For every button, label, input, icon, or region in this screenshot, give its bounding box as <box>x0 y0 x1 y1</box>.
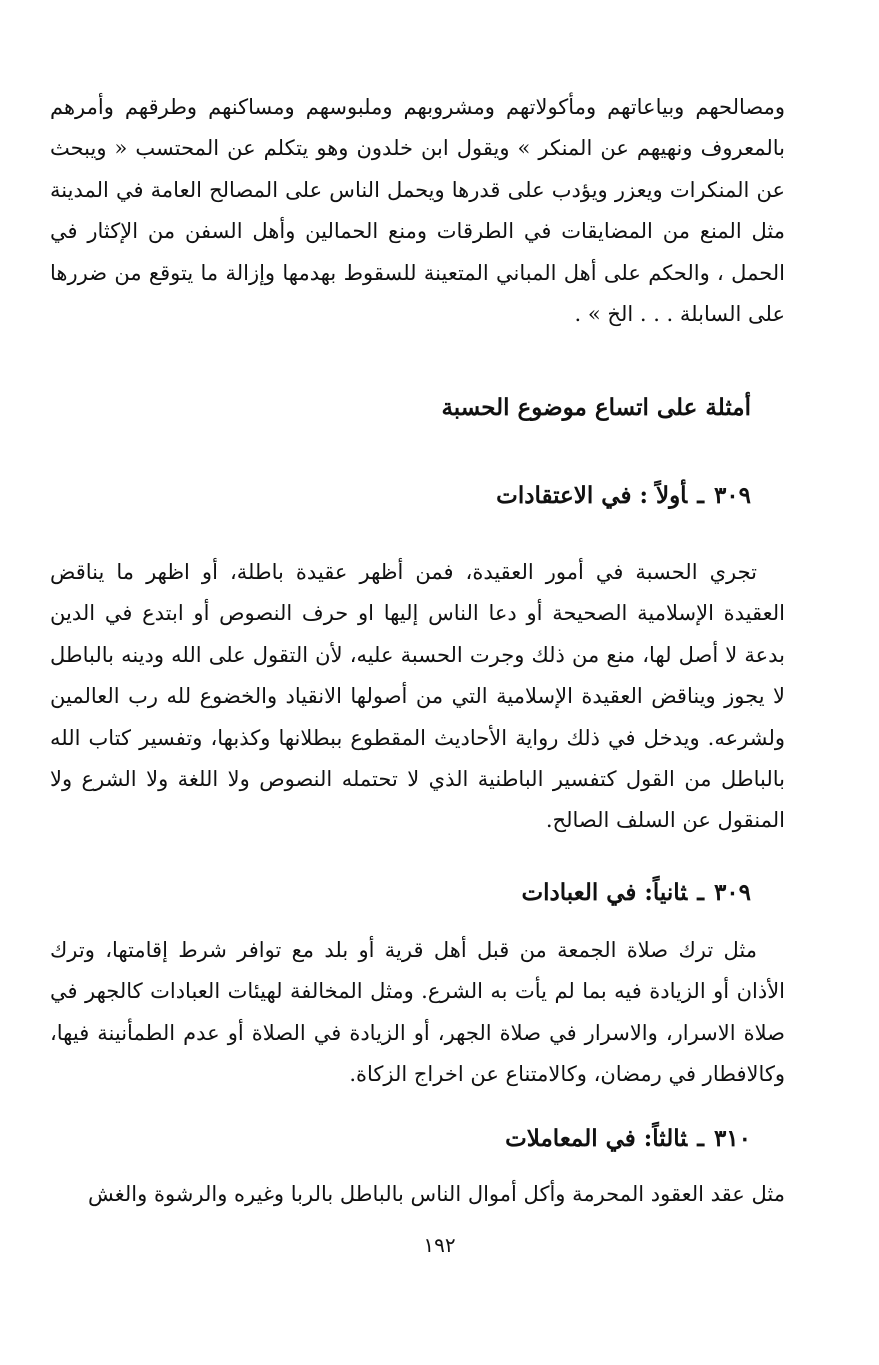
section-body-text: تجري الحسبة في أمور العقيدة، فمن أظهر عقيدة باطلة، أو اظهر ما يناقض العقيدة الإسلامية الصحيحة أو دعا الناس إليها او حرف النصوص أو ابتدع في الدين بدعة لا أصل لها، منع من ذلك وجرت الحسبة عليه، لأن التقول على الله ودينه بالباطل لا يجوز ويناقض العقيدة الإسلامية التي من أصولها الانقياد والخضوع لله رب العالمين ولشرعه. ويدخل في ذلك رواية الأحاديث المقطوع ببطلانها وكذبها، وتفسير كتاب الله بالباطل من القول كتفسير الباطنية الذي لا تحتمله النصوص ولا اللغة ولا الشرع ولا المنقول عن السلف الصالح. <box>50 560 785 833</box>
section-body-2 <box>50 930 785 1096</box>
section-title <box>441 393 751 423</box>
section-number: ٣٠٩ <box>713 482 751 509</box>
section-title-text: أمثلة على اتساع موضوع الحسبة <box>441 394 751 421</box>
section-number: ٣٠٩ <box>713 879 751 906</box>
page-number: ١٩٢ <box>423 1233 456 1257</box>
section-heading-3 <box>505 1124 751 1154</box>
section-heading-text: أولاً : في الاعتقادات <box>496 482 688 509</box>
section-body-text: مثل عقد العقود المحرمة وأكل أموال الناس بالباطل بالربا وغيره والرشوة والغش <box>87 1182 785 1206</box>
section-heading-text: ثانياً: في العبادات <box>521 879 688 906</box>
section-heading-1 <box>496 481 751 511</box>
intro-text: ومصالحهم وبياعاتهم ومأكولاتهم ومشروبهم وملبوسهم ومساكنهم وطرقهم وأمرهم بالمعروف ونهيهم عن المنكر » ويقول ابن خلدون وهو يتكلم عن المحتسب « ويبحث عن المنكرات ويعزر ويؤدب على قدرها ويحمل الناس على المصالح العامة في المدينة مثل المنع من المضايقات في الطرقات ومنع الحمالين وأهل السفن من الإكثار في الحمل ، والحكم على أهل المباني المتعينة للسقوط بهدمها وإزالة ما يتوقع من ضررها على السابلة . . . الخ » . <box>50 95 785 327</box>
section-body-text: مثل ترك صلاة الجمعة من قبل أهل قرية أو بلد مع توافر شرط إقامتها، وترك الأذان أو الزيادة فيه بما لم يأت به الشرع. ومثل المخالفة لهيئات العبادات كالجهر في صلاة الاسرار، والاسرار في صلاة الجهر، أو الزيادة في الصلاة أو عدم الطمأنينة فيها، وكالافطار في رمضان، وكالامتناع عن اخراج الزكاة. <box>50 938 785 1087</box>
section-body-3 <box>50 1174 785 1215</box>
intro-paragraph <box>50 87 785 335</box>
section-dash: ـ <box>697 482 704 509</box>
section-dash: ـ <box>697 879 704 906</box>
section-body-1 <box>50 552 785 842</box>
section-heading-text: ثالثاً: في المعاملات <box>505 1125 688 1152</box>
section-dash: ـ <box>697 1125 704 1152</box>
section-heading-2 <box>521 878 751 908</box>
section-number: ٣١٠ <box>713 1125 751 1152</box>
